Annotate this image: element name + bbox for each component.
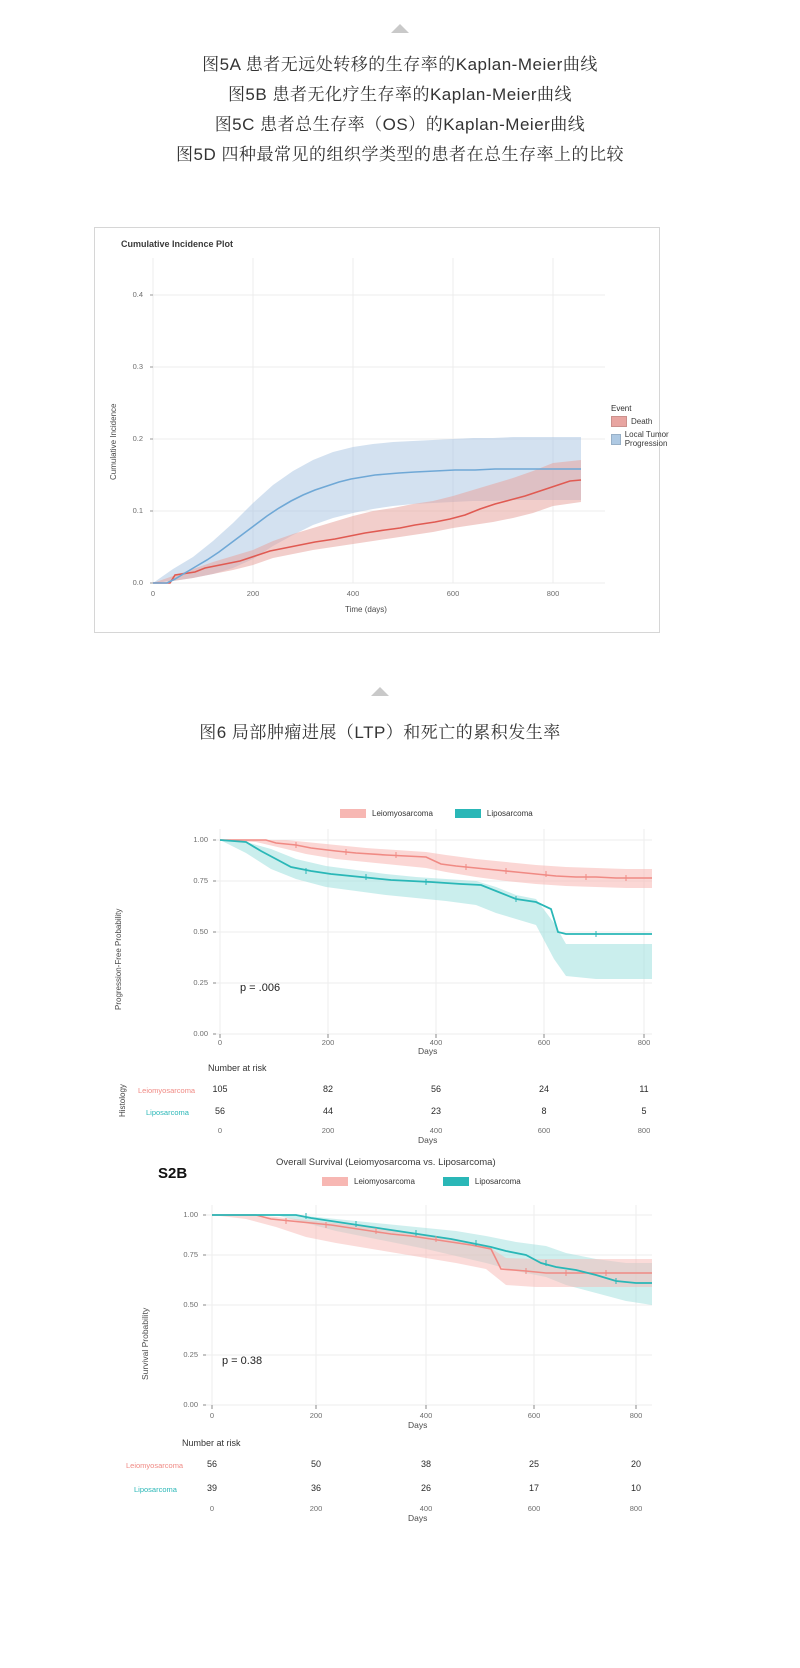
pfs-legend-label-leiomyosarcoma: Leiomyosarcoma: [372, 809, 433, 818]
pfs-x-tick-3: 600: [537, 1038, 551, 1047]
pfs-x-tick-0: 0: [217, 1038, 223, 1047]
os-nrisk-lms-4: 20: [630, 1459, 641, 1469]
pfs-x-tick-2: 400: [429, 1038, 443, 1047]
os-nrisk-lps-4: 10: [630, 1483, 641, 1493]
os-legend-swatch-leiomyosarcoma: [322, 1177, 348, 1186]
pfs-pvalue: p = .006: [240, 982, 281, 994]
pfs-x-tick-4: 800: [637, 1038, 651, 1047]
pfs-nrisk-lms-1: 82: [322, 1084, 333, 1094]
pfs-legend-swatch-liposarcoma: [455, 809, 481, 818]
pfs-nrisk-title: Number at risk: [208, 1063, 267, 1073]
os-y-tick-2: 0.50: [183, 1300, 198, 1309]
figure6-caption: [0, 718, 760, 748]
chart-title: Cumulative Incidence Plot: [121, 239, 234, 249]
os-nrisk-label-leiomyosarcoma: Leiomyosarcoma: [126, 1461, 184, 1470]
cumulative-incidence-svg: [95, 228, 659, 632]
caption-fig5b: 图5B 患者无化疗生存率的Kaplan-Meier曲线: [227, 85, 573, 104]
pfs-nrisk-lps-2: 23: [430, 1106, 441, 1116]
chart-legend: [611, 404, 674, 448]
x-tick-2: 400: [346, 589, 360, 598]
pfs-nrisk-tick-2: 400: [429, 1126, 443, 1135]
pfs-x-axis-label: Days: [418, 1046, 438, 1056]
os-y-tick-0: 0.00: [183, 1400, 198, 1409]
pfs-nrisk-lms-2: 56: [430, 1084, 441, 1094]
pfs-legend: [340, 809, 533, 818]
os-x-tick-3: 600: [527, 1411, 541, 1420]
os-legend-label-leiomyosarcoma: Leiomyosarcoma: [354, 1177, 415, 1186]
pfs-x-tick-1: 200: [321, 1038, 335, 1047]
os-x-tick-4: 800: [629, 1411, 643, 1420]
os-nrisk-tick-4: 800: [629, 1504, 643, 1513]
legend-swatch-ltp: [611, 434, 621, 445]
legend-item-ltp[interactable]: [611, 430, 674, 448]
os-title: Overall Survival (Leiomyosarcoma vs. Liposarcoma): [276, 1157, 496, 1168]
os-nrisk-axis-label: Days: [408, 1513, 428, 1523]
os-nrisk-tick-1: 200: [309, 1504, 323, 1513]
pfs-nrisk-lps-3: 8: [541, 1106, 547, 1116]
x-axis-label: Time (days): [345, 605, 387, 614]
panel-progression-free: [96, 795, 704, 1155]
os-nrisk-tick-0: 0: [209, 1504, 215, 1513]
x-tick-1: 200: [246, 589, 260, 598]
pfs-nrisk-label-leiomyosarcoma: Leiomyosarcoma: [138, 1086, 196, 1095]
legend-label-ltp: Local Tumor Progression: [624, 430, 669, 448]
os-nrisk-lms-0: 56: [206, 1459, 217, 1469]
pfs-nrisk-tick-1: 200: [321, 1126, 335, 1135]
os-nrisk-lps-3: 17: [528, 1483, 539, 1493]
os-legend: [322, 1177, 521, 1186]
os-x-axis-label: Days: [408, 1420, 428, 1430]
os-pvalue: p = 0.38: [222, 1355, 263, 1367]
pfs-nrisk-lps-1: 44: [322, 1106, 333, 1116]
os-nrisk-tick-3: 600: [527, 1504, 541, 1513]
os-nrisk-lms-2: 38: [420, 1459, 431, 1469]
pfs-y-tick-2: 0.50: [193, 927, 208, 936]
os-x-tick-0: 0: [209, 1411, 215, 1420]
pfs-nrisk-axis-label: Days: [418, 1135, 438, 1145]
os-y-axis-label: Survival Probability: [140, 1307, 150, 1380]
legend-label-death: Death: [631, 417, 653, 426]
pfs-nrisk-label-liposarcoma: Liposarcoma: [146, 1108, 189, 1117]
x-tick-0: 0: [150, 589, 156, 598]
caption-fig5d: 图5D 四种最常见的组织学类型的患者在总生存率上的比较: [176, 145, 624, 164]
legend-swatch-death: [611, 416, 627, 427]
caption-fig6: 图6 局部肿瘤进展（LTP）和死亡的累积发生率: [199, 723, 561, 742]
pfs-y-tick-0: 0.00: [193, 1029, 208, 1038]
legend-item-death[interactable]: [611, 416, 674, 427]
pfs-y-tick-1: 0.25: [193, 978, 208, 987]
panel-tag-s2b: S2B: [158, 1165, 188, 1182]
x-tick-3: 600: [446, 589, 460, 598]
os-y-tick-1: 0.25: [183, 1350, 198, 1359]
section-arrow-icon[interactable]: [371, 687, 389, 696]
pfs-y-tick-4: 1.00: [193, 835, 208, 844]
legend-title: Event: [611, 404, 632, 413]
caption-fig5a: 图5A 患者无远处转移的生存率的Kaplan-Meier曲线: [202, 55, 598, 74]
pfs-nrisk-lms-4: 11: [639, 1084, 649, 1094]
pfs-y-tick-3: 0.75: [193, 876, 208, 885]
os-nrisk-lms-1: 50: [310, 1459, 321, 1469]
os-x-tick-1: 200: [309, 1411, 323, 1420]
pfs-legend-label-liposarcoma: Liposarcoma: [486, 809, 533, 818]
pfs-nrisk-tick-0: 0: [217, 1126, 223, 1135]
os-x-tick-2: 400: [419, 1411, 433, 1420]
panel-overall-survival: [96, 1155, 704, 1555]
supplementary-figure-s2: [96, 795, 704, 1555]
cumulative-incidence-figure: [94, 227, 669, 633]
pfs-nrisk-tick-3: 600: [537, 1126, 551, 1135]
os-nrisk-lps-1: 36: [310, 1483, 321, 1493]
figure5-captions: [0, 50, 800, 170]
pfs-nrisk-tick-4: 800: [637, 1126, 651, 1135]
caption-fig5c: 图5C 患者总生存率（OS）的Kaplan-Meier曲线: [214, 115, 586, 134]
pfs-nrisk-lms-0: 105: [212, 1084, 228, 1094]
os-nrisk-title: Number at risk: [182, 1438, 241, 1448]
os-y-tick-3: 0.75: [183, 1250, 198, 1259]
y-tick-0: 0.0: [132, 578, 143, 587]
pfs-nrisk-lms-3: 24: [538, 1084, 549, 1094]
os-nrisk-label-liposarcoma: Liposarcoma: [134, 1485, 177, 1494]
pfs-nrisk-lps-0: 56: [214, 1106, 225, 1116]
os-nrisk-tick-2: 400: [419, 1504, 433, 1513]
pfs-nrisk-lps-4: 5: [641, 1106, 647, 1116]
y-tick-3: 0.3: [132, 362, 143, 371]
pfs-nrisk-row-header: Histology: [118, 1084, 127, 1117]
pfs-legend-swatch-leiomyosarcoma: [340, 809, 366, 818]
os-nrisk-lms-3: 25: [528, 1459, 539, 1469]
x-tick-4: 800: [546, 589, 560, 598]
pfs-y-axis-label: Progression-Free Probability: [114, 908, 123, 1010]
y-tick-4: 0.4: [132, 290, 143, 299]
y-axis-label: Cumulative Incidence: [109, 403, 118, 480]
os-legend-swatch-liposarcoma: [443, 1177, 469, 1186]
y-tick-2: 0.2: [132, 434, 143, 443]
os-nrisk-lps-2: 26: [420, 1483, 431, 1493]
y-tick-1: 0.1: [132, 506, 143, 515]
os-legend-label-liposarcoma: Liposarcoma: [474, 1177, 521, 1186]
os-y-tick-4: 1.00: [183, 1210, 198, 1219]
os-nrisk-lps-0: 39: [206, 1483, 217, 1493]
collapse-arrow-icon[interactable]: [391, 24, 409, 33]
